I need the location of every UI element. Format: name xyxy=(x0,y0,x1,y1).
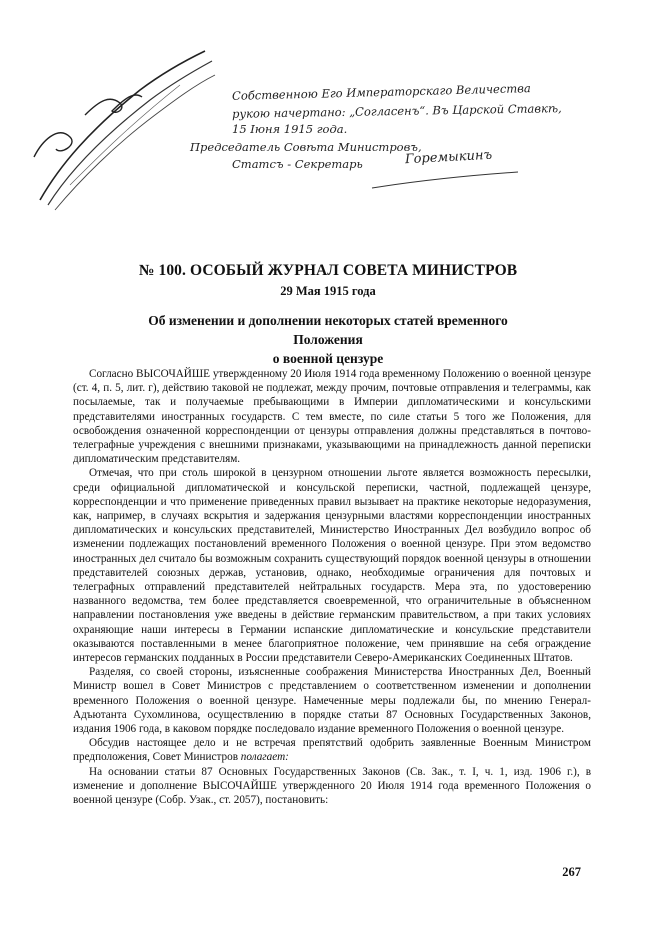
paragraph-4-emphasis: полагает: xyxy=(240,751,289,764)
subtitle-line-1: Об изменении и дополнении некоторых статей временного Положения xyxy=(148,313,508,347)
paragraph-4-text: Обсудив настоящее дело и не встречая препятствий одобрить заявленные Военным Министром предположения, Совет Министров xyxy=(73,737,591,764)
handwritten-line-2: рукою начертано: „Согласенъ“. Въ Царской Ставкѣ, xyxy=(231,101,562,121)
handwritten-line-5: Статсъ - Секретарь xyxy=(232,157,363,171)
signature-underline xyxy=(370,168,520,194)
handwritten-line-4: Председатель Совѣта Министровъ, xyxy=(190,140,422,154)
emperor-handwritten-approval xyxy=(30,45,220,215)
document-title: № 100. ОСОБЫЙ ЖУРНАЛ СОВЕТА МИНИСТРОВ xyxy=(138,262,518,279)
paragraph-1: Согласно ВЫСОЧАЙШЕ утвержденному 20 Июля 1914 года временному Положению о военной цензуре (ст. 4, п. 5, лит. г), действию таковой не подлежат, между прочим, почтовые отправления и телеграммы, как посылаемые, так и получаемые пребывающими в Империи дипломатическими и консульскими представителями иностранных государств. С тем вместе, по силе статьи 5 того же Положения, для освобождения означенной корреспонденции от цензуры отправления должны представляться в почтово-телеграфные учреждения с внешними признаками, указывающими на принадлежность данной переписки дипломатическим представителям. xyxy=(73,368,591,466)
paragraph-3: Разделяя, со своей стороны, изъясненные соображения Министерства Иностранных Дел, Военный Министр вошел в Совет Министров с представлением о соответственном изменении и дополнении временного Положения о военной цензуре. Намеченные меры подлежали бы, по мнению Генерал-Адъютанта Сухомлинова, осуществлению в порядке статьи 87 Основных Государственных Законов, издания 1906 года, в каковом порядке последовало издание временного Положения о военной цензуре. xyxy=(73,666,591,736)
chairman-signature: Горемыкинъ xyxy=(404,147,493,168)
paragraph-5: На основании статьи 87 Основных Государственных Законов (Св. Зак., т. I, ч. 1, изд. 1906 г.), в изменение и дополнение ВЫСОЧАЙШЕ утвержденного 20 Июля 1914 года временного Положения о военной цензуре (Собр. Узак., ст. 2057), постановить: xyxy=(73,765,591,807)
document-body xyxy=(73,367,591,807)
paragraph-2: Отмечая, что при столь широкой в цензурном отношении льготе является возможность пересылки, среди официальной дипломатической и консульской переписки, частной, подлежащей цензуре, корреспонденции и что применение приведенных правил вызывает на практике некоторые недоразумения, как, например, в случаях вскрытия и задержания цензурными властями корреспонденции иностранных дипломатических и консульских представителей, Министерство Иностранных Дел возбудило вопрос об изменении подлежащих постановлений временного Положения о военной цензуре. При этом ведомство иностранных дел считало бы возможным сохранить существующий порядок военной цензуры в отношении представителей союзных держав, установив, однако, необходимые ограничения для почтовых и телеграфных отправлений представителей нейтральных государств. Мера эта, по удостоверению названного ведомства, тем более представляется своевременной, что ограничительные в объясненном направлении постановления уже введены в действие германским правительством, а при таких условиях охраняющие наши интересы в Германии испанские дипломатические и консульские представители оказываются поставленными в менее благоприятное положение, чем принявшие на себя ограждение интересов германских подданных в России представители Северо-Американских Соединенных Штатов. xyxy=(73,467,591,665)
page-number: 267 xyxy=(562,865,581,879)
paragraph-4 xyxy=(73,736,591,764)
document-date: 29 Мая 1915 года xyxy=(280,284,376,298)
document-subtitle xyxy=(120,311,536,368)
handwritten-line-3: 15 Iюня 1915 года. xyxy=(232,122,348,136)
subtitle-line-2: о военной цензуре xyxy=(272,351,384,366)
handwritten-line-1: Собственною Его Императорскаго Величества xyxy=(231,81,531,103)
